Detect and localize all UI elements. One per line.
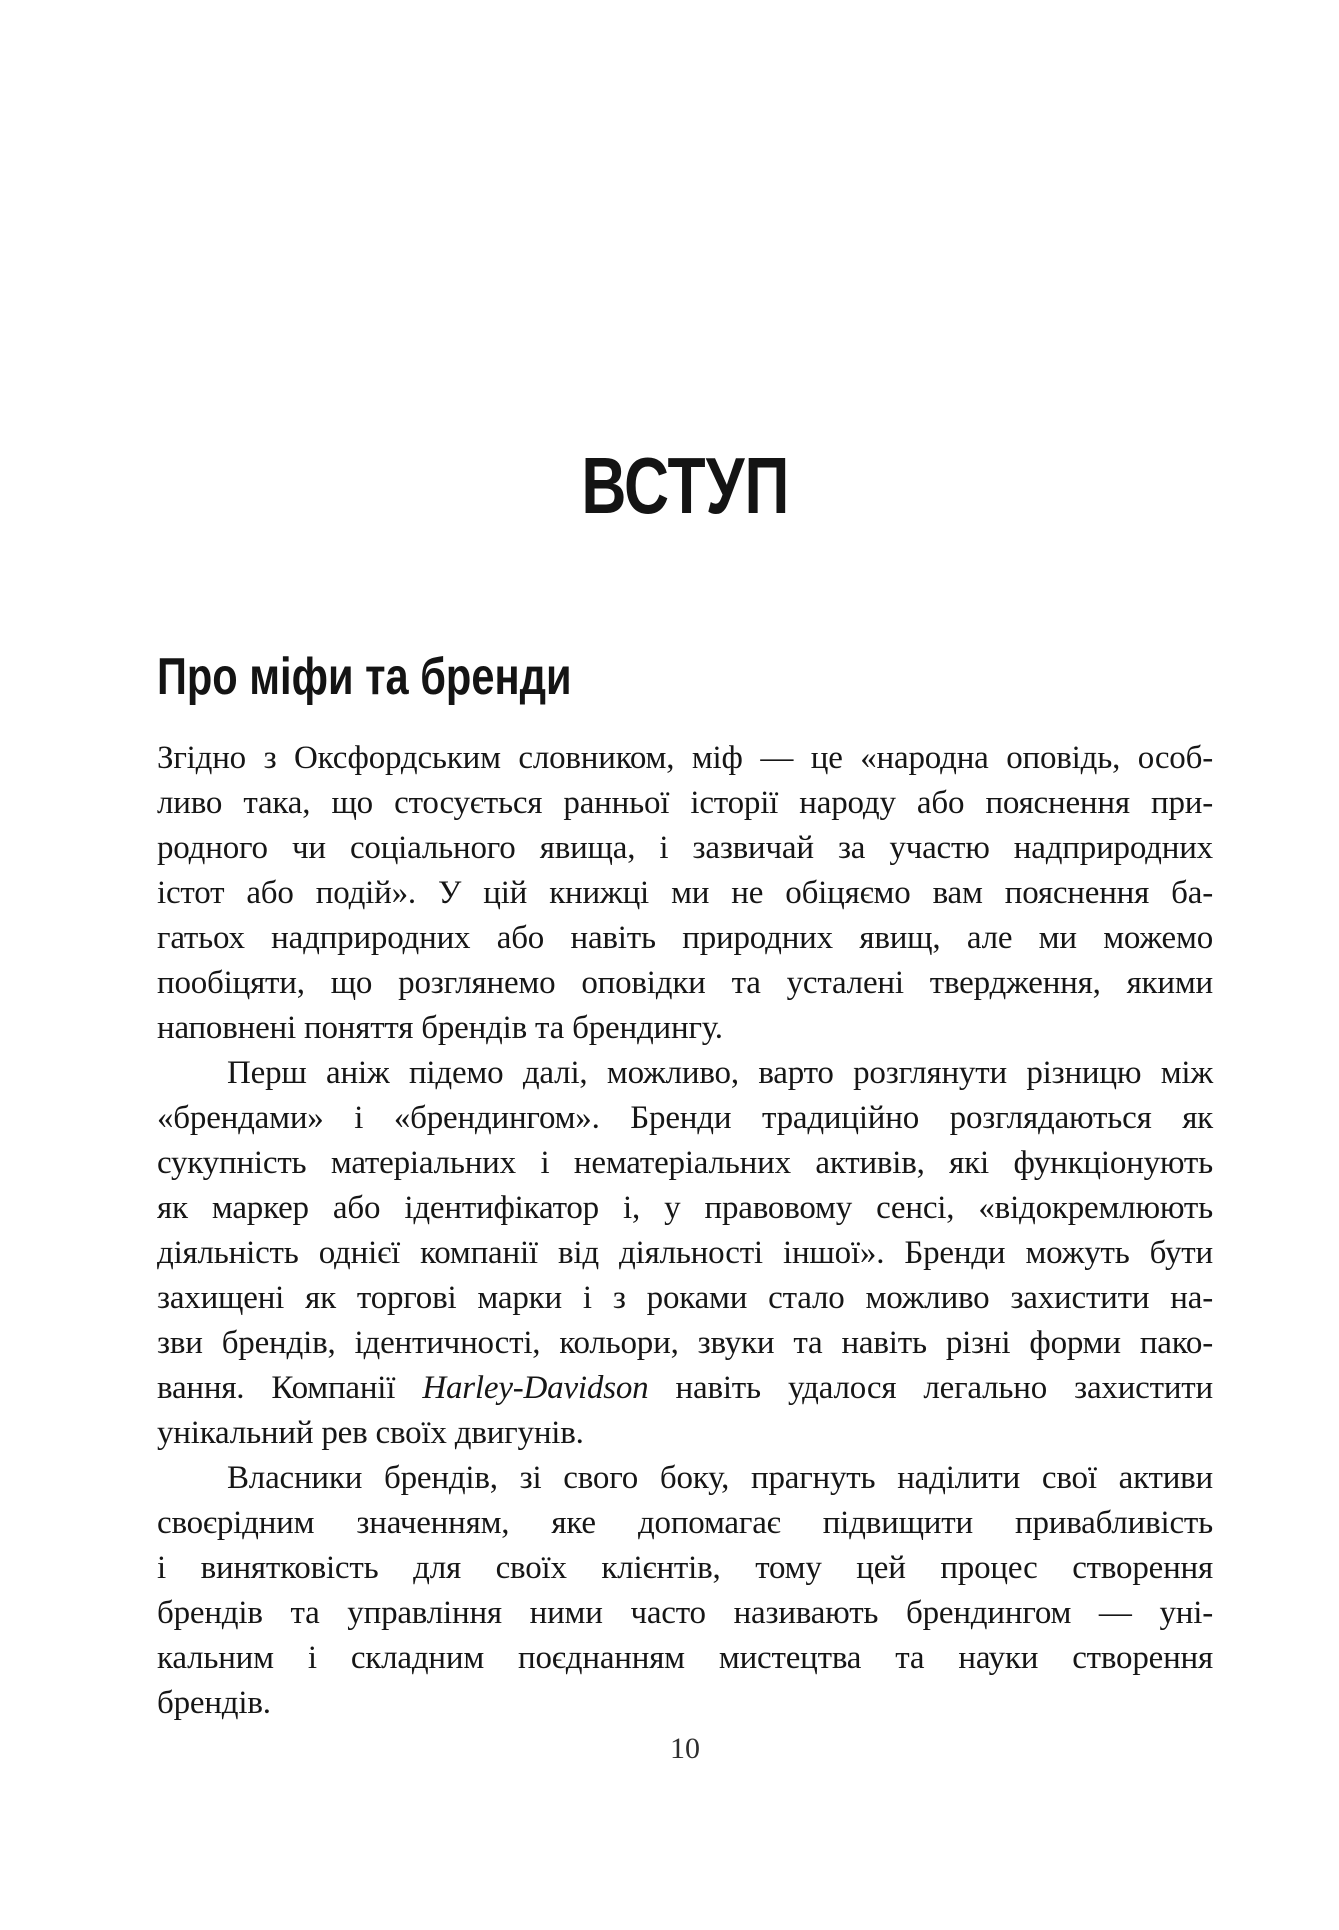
- text-line: своєрідним значенням, яке допомагає підвищити привабливість: [157, 1505, 1213, 1541]
- text-line: істот або подій». У цій книжці ми не обіцяємо вам пояснення ба-: [157, 875, 1213, 911]
- text-block: [157, 441, 1213, 1766]
- text-line: Перш аніж підемо далі, можливо, варто розглянути різницю між: [227, 1055, 1213, 1091]
- paragraph: [157, 1456, 1213, 1726]
- text-line: як маркер або ідентифікатор і, у правовому сенсі, «відокремлюють: [157, 1190, 1213, 1226]
- text-line: «брендами» і «брендингом». Бренди традиційно розглядаються як: [157, 1100, 1213, 1136]
- text-line: сукупність матеріальних і нематеріальних активів, які функціонують: [157, 1145, 1213, 1181]
- page-footer: [157, 1732, 1213, 1766]
- section-heading-text: Про міфи та бренди: [157, 648, 572, 706]
- text-line: родного чи соціального явища, і зазвичай за участю надприродних: [157, 830, 1213, 866]
- chapter-title-text: ВСТУП: [581, 441, 789, 530]
- text-line: гатьох надприродних або навіть природних явищ, але ми можемо: [157, 920, 1213, 956]
- body-text: [157, 736, 1213, 1726]
- text-line: унікальний рев своїх двигунів.: [157, 1415, 584, 1451]
- paragraph: [157, 736, 1213, 1051]
- text-line: Згідно з Оксфордським словником, міф — це «народна оповідь, особ-: [157, 740, 1213, 776]
- text-line: брендів та управління ними часто називають брендингом — уні-: [157, 1595, 1213, 1631]
- page-number: 10: [670, 1732, 700, 1765]
- chapter-title: [157, 441, 1213, 530]
- text-line: кальним і складним поєднанням мистецтва та науки створення: [157, 1640, 1213, 1676]
- text-line: діяльність однієї компанії від діяльності іншої». Бренди можуть бути: [157, 1235, 1213, 1271]
- text-line: пообіцяти, що розглянемо оповідки та усталені твердження, якими: [157, 965, 1213, 1001]
- italic-brand-name: Harley-Davidson: [422, 1370, 649, 1406]
- text-line: захищені як торгові марки і з роками стало можливо захистити на-: [157, 1280, 1213, 1316]
- text-line: Власники брендів, зі свого боку, прагнуть наділити свої активи: [227, 1460, 1213, 1496]
- text-line: ливо така, що стосується ранньої історії народу або пояснення при-: [157, 785, 1213, 821]
- text-line: і винятковість для своїх клієнтів, тому цей процес створення: [157, 1550, 1213, 1586]
- paragraph: [157, 1051, 1213, 1456]
- text-line: брендів.: [157, 1685, 271, 1721]
- text-line: вання. Компанії Harley-Davidson навіть удалося легально захистити: [157, 1370, 1213, 1406]
- text-line: наповнені поняття брендів та брендингу.: [157, 1010, 723, 1046]
- section-heading: [157, 648, 1213, 706]
- text-line: зви брендів, ідентичності, кольори, звуки та навіть різні форми пако-: [157, 1325, 1213, 1361]
